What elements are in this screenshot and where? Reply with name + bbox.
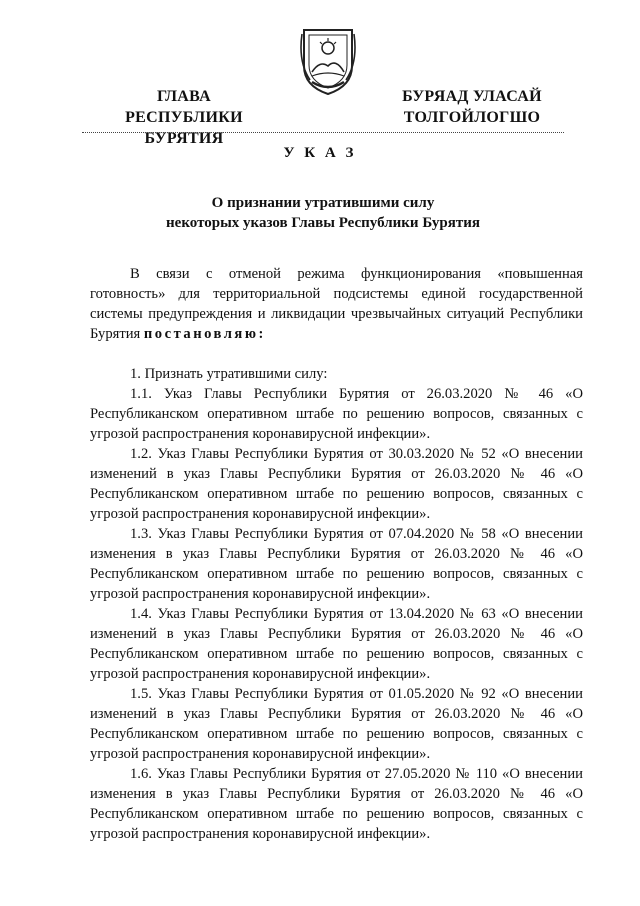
decree-word: постановляю:: [143, 326, 266, 342]
issuer-title-bua-line1: БУРЯАД УЛАСАЙ: [402, 88, 542, 105]
subitem-1-2: 1.2. Указ Главы Республики Бурятия от 30.03.2020 № 52 «О внесении изменений в указ Главы Республики Бурятия от 26.03.2020 № 46 «О Республиканском оперативном штабе по решению вопросов, связанных с угрозой распространения коронавирусной инфекции».: [90, 446, 583, 522]
issuer-title-ru-line1: ГЛАВА: [157, 88, 211, 105]
document-title-line1: О признании утратившими силу: [211, 195, 435, 211]
issuer-title-bua-line2: ТОЛГОЙЛОГШО: [403, 109, 541, 126]
document-body: [90, 264, 583, 844]
subitem-1-1: 1.1. Указ Главы Республики Бурятия от 26.03.2020 № 46 «О Республиканском оперативном штабе по решению вопросов, связанных с угрозой распространения коронавирусной инфекции».: [90, 386, 583, 442]
subitem-1-3: 1.3. Указ Главы Республики Бурятия от 07.04.2020 № 58 «О внесении изменения в указ Главы Республики Бурятия от 26.03.2020 № 46 «О Республиканском оперативном штабе по решению вопросов, связанных с угрозой распространения коронавирусной инфекции».: [90, 526, 583, 602]
document-title-line2: некоторых указов Главы Республики Бурятия: [166, 215, 480, 231]
subitem-1-6: 1.6. Указ Главы Республики Бурятия от 27.05.2020 № 110 «О внесении изменения в указ Главы Республики Бурятия от 26.03.2020 № 46 «О Республиканском оперативном штабе по решению вопросов, связанных с угрозой распространения коронавирусной инфекции».: [90, 766, 583, 842]
document-title: [100, 193, 546, 233]
item-1-intro: 1. Признать утратившими силу:: [130, 366, 328, 382]
preamble-text: В связи с отменой режима функционирования «повышенная готовность» для территориальной подсистемы единой государственной системы предупреждения и ликвидации чрезвычайных ситуаций Республики Бурятия: [90, 266, 583, 342]
preamble-paragraph: [90, 264, 583, 344]
subitem-1-4: 1.4. Указ Главы Республики Бурятия от 13.04.2020 № 63 «О внесении изменений в указ Главы Республики Бурятия от 26.03.2020 № 46 «О Республиканском оперативном штабе по решению вопросов, связанных с угрозой распространения коронавирусной инфекции».: [90, 606, 583, 682]
header-divider: [82, 132, 564, 133]
issuer-title-bua: [382, 86, 562, 128]
issuer-title-ru-line2: РЕСПУБЛИКИ БУРЯТИЯ: [125, 109, 243, 147]
issuer-title-ru: [84, 86, 284, 149]
coat-of-arms-icon: [298, 22, 358, 98]
subitem-1-5: 1.5. Указ Главы Республики Бурятия от 01.05.2020 № 92 «О внесении изменений в указ Главы Республики Бурятия от 26.03.2020 № 46 «О Республиканском оперативном штабе по решению вопросов, связанных с угрозой распространения коронавирусной инфекции».: [90, 686, 583, 762]
document-type: У К А З: [283, 145, 357, 161]
